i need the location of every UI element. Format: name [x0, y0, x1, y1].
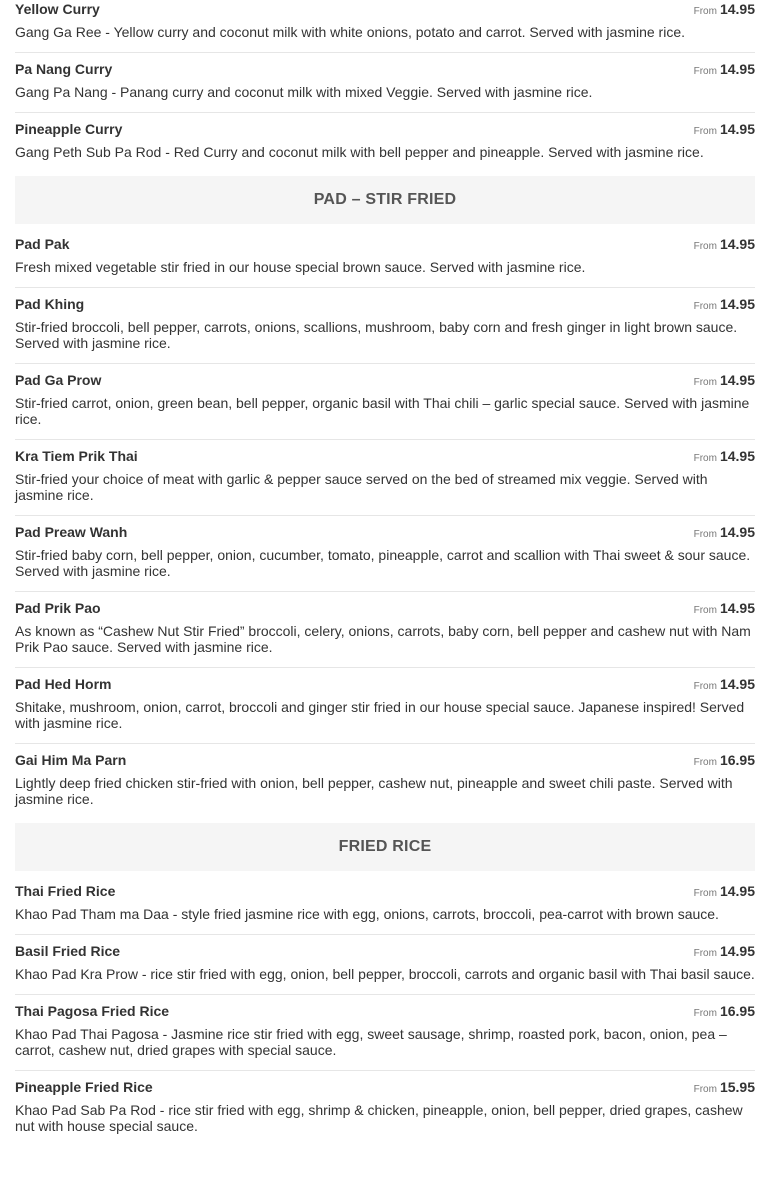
menu-item-name: Pad Khing [15, 296, 85, 312]
menu-item[interactable] [15, 0, 755, 53]
section-header [15, 823, 755, 871]
menu-item-header [15, 883, 755, 903]
menu-item-price: 14.95 [719, 61, 755, 77]
menu-item-header [15, 1079, 755, 1099]
menu-item-description: Stir-fried your choice of meat with garlic & pepper sauce served on the bed of streamed mix veggie. Served with jasmine rice. [15, 471, 708, 503]
menu-item-name: Kra Tiem Prik Thai [15, 448, 138, 464]
price-prefix: From [693, 301, 717, 312]
menu-item-price-group [694, 236, 755, 254]
menu-item[interactable] [15, 935, 755, 995]
price-prefix: From [693, 757, 717, 768]
menu-item-description: Gang Peth Sub Pa Rod - Red Curry and coconut milk with bell pepper and pineapple. Served with jasmine rice. [15, 144, 704, 160]
menu-item-header [15, 524, 755, 544]
menu-item-price-group [694, 883, 755, 901]
menu-item-price: 16.95 [719, 1003, 755, 1019]
menu-item-description: Fresh mixed vegetable stir fried in our house special brown sauce. Served with jasmine rice. [15, 259, 586, 275]
menu-item[interactable] [15, 995, 755, 1071]
menu-item-price-group [694, 1079, 755, 1097]
price-prefix: From [693, 948, 717, 959]
price-prefix: From [693, 605, 717, 616]
menu-item-description: Khao Pad Kra Prow - rice stir fried with egg, onion, bell pepper, broccoli, carrots and organic basil with Thai basil sauce. [15, 966, 755, 982]
menu-item-header [15, 61, 755, 81]
price-prefix: From [693, 529, 717, 540]
menu-item-price-group [694, 600, 755, 618]
price-prefix: From [693, 1008, 717, 1019]
menu-item-description: Shitake, mushroom, onion, carrot, broccoli and ginger stir fried in our house special sauce. Japanese inspired! Served with jasmine rice. [15, 699, 745, 731]
menu-item[interactable] [15, 440, 755, 516]
menu-item-header [15, 448, 755, 468]
menu-item[interactable] [15, 364, 755, 440]
menu-item-price: 14.95 [719, 448, 755, 464]
menu-item-price: 14.95 [719, 372, 755, 388]
menu-item-description: Khao Pad Thai Pagosa - Jasmine rice stir fried with egg, sweet sausage, shrimp, roasted pork, bacon, onion, pea – carrot, cashew nut, dried grapes with special sauce. [15, 1026, 727, 1058]
menu-item-price: 14.95 [719, 1, 755, 17]
menu-item[interactable] [15, 875, 755, 935]
menu-item-name: Pa Nang Curry [15, 61, 113, 77]
menu-item-header [15, 1, 755, 21]
menu-item[interactable] [15, 744, 755, 819]
menu-item-price: 14.95 [719, 236, 755, 252]
section-title: FRIED RICE [338, 838, 432, 855]
menu-item-name: Pad Preaw Wanh [15, 524, 128, 540]
menu-item[interactable] [15, 592, 755, 668]
menu-item-description: Gang Ga Ree - Yellow curry and coconut milk with white onions, potato and carrot. Served with jasmine rice. [15, 24, 685, 40]
menu-item[interactable] [15, 113, 755, 172]
menu-item-header [15, 1003, 755, 1023]
menu-item-price-group [694, 1, 755, 19]
menu-item-name: Thai Fried Rice [15, 883, 116, 899]
menu-item-name: Pad Hed Horm [15, 676, 112, 692]
menu-item[interactable] [15, 53, 755, 113]
price-prefix: From [693, 453, 717, 464]
menu-item[interactable] [15, 516, 755, 592]
menu-item-price-group [694, 61, 755, 79]
menu-item-header [15, 372, 755, 392]
menu-item-price-group [694, 121, 755, 139]
menu-item[interactable] [15, 288, 755, 364]
menu-item-price-group [694, 296, 755, 314]
menu-item-name: Basil Fried Rice [15, 943, 121, 959]
menu-item-description: Stir-fried broccoli, bell pepper, carrots, onions, scallions, mushroom, baby corn and fresh ginger in light brown sauce. Served with jasmine rice. [15, 319, 738, 351]
menu-item-header [15, 236, 755, 256]
price-prefix: From [693, 681, 717, 692]
menu-item-price-group [694, 943, 755, 961]
menu-item-name: Pineapple Curry [15, 121, 123, 137]
menu-item-description: As known as “Cashew Nut Stir Fried” broccoli, celery, onions, carrots, baby corn, bell pepper and cashew nut with Nam Prik Pao sauce. Served with jasmine rice. [15, 623, 751, 655]
menu-item-price: 14.95 [719, 524, 755, 540]
price-prefix: From [693, 1084, 717, 1095]
menu-item-header [15, 752, 755, 772]
menu-item-price-group [694, 372, 755, 390]
menu-item-description: Stir-fried baby corn, bell pepper, onion, cucumber, tomato, pineapple, carrot and scallion with Thai sweet & sour sauce. Served with jasmine rice. [15, 547, 751, 579]
menu-item-name: Pad Pak [15, 236, 70, 252]
menu-item-price-group [694, 1003, 755, 1021]
menu-item-price: 16.95 [719, 752, 755, 768]
menu-item-name: Thai Pagosa Fried Rice [15, 1003, 170, 1019]
menu-item-price: 14.95 [719, 943, 755, 959]
price-prefix: From [693, 888, 717, 899]
section-title: PAD – STIR FRIED [313, 191, 457, 208]
price-prefix: From [693, 377, 717, 388]
section-header [15, 176, 755, 224]
price-prefix: From [693, 6, 717, 17]
menu-item[interactable] [15, 1071, 755, 1146]
menu-item-name: Pad Prik Pao [15, 600, 101, 616]
menu-item[interactable] [15, 228, 755, 288]
menu-item-price: 14.95 [719, 600, 755, 616]
menu-item[interactable] [15, 668, 755, 744]
menu-item-header [15, 600, 755, 620]
menu-item-price-group [694, 676, 755, 694]
menu-item-header [15, 296, 755, 316]
menu-item-price-group [694, 752, 755, 770]
menu-item-price: 14.95 [719, 676, 755, 692]
menu-item-name: Pad Ga Prow [15, 372, 102, 388]
menu-item-price: 14.95 [719, 883, 755, 899]
menu-item-price-group [694, 448, 755, 466]
menu-item-description: Lightly deep fried chicken stir-fried with onion, bell pepper, cashew nut, pineapple and sweet chili paste. Served with jasmine rice. [15, 775, 733, 807]
menu-list [15, 0, 755, 1146]
menu-item-description: Stir-fried carrot, onion, green bean, bell pepper, organic basil with Thai chili – garlic special sauce. Served with jasmine rice. [15, 395, 750, 427]
menu-item-description: Khao Pad Tham ma Daa - style fried jasmine rice with egg, onions, carrots, broccoli, pea-carrot with brown sauce. [15, 906, 719, 922]
menu-item-header [15, 676, 755, 696]
menu-item-name: Yellow Curry [15, 1, 100, 17]
price-prefix: From [693, 126, 717, 137]
menu-item-price: 15.95 [719, 1079, 755, 1095]
menu-item-description: Gang Pa Nang - Panang curry and coconut milk with mixed Veggie. Served with jasmine rice. [15, 84, 593, 100]
menu-item-price: 14.95 [719, 121, 755, 137]
menu-item-price-group [694, 524, 755, 542]
price-prefix: From [693, 66, 717, 77]
menu-item-price: 14.95 [719, 296, 755, 312]
price-prefix: From [693, 241, 717, 252]
menu-item-description: Khao Pad Sab Pa Rod - rice stir fried with egg, shrimp & chicken, pineapple, onion, bell pepper, dried grapes, cashew nut with house special sauce. [15, 1102, 743, 1134]
menu-item-name: Pineapple Fried Rice [15, 1079, 153, 1095]
menu-item-name: Gai Him Ma Parn [15, 752, 127, 768]
menu-item-header [15, 121, 755, 141]
menu-item-header [15, 943, 755, 963]
